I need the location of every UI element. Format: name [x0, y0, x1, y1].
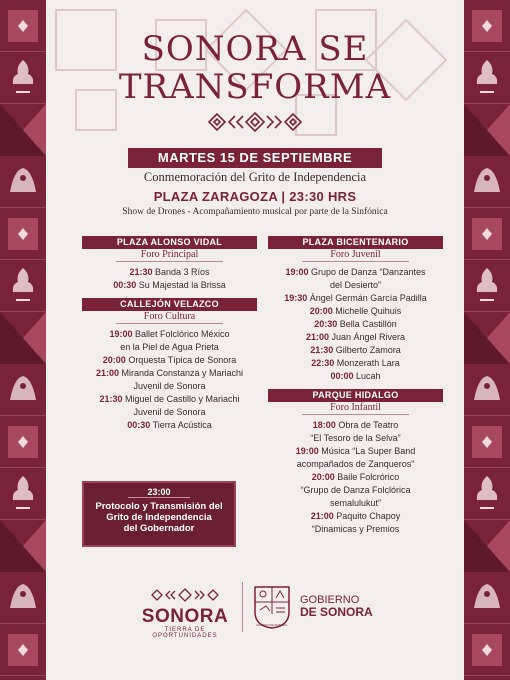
date-banner: MARTES 15 DE SEPTIEMBRE: [128, 148, 382, 168]
protocol-line-1: Protocolo y Transmisión del: [95, 501, 223, 512]
title-line-2: TRANSFORMA: [118, 67, 392, 107]
shield-caption: ESTADO DE SONORA: [256, 623, 288, 627]
main-venue: PLAZA ZARAGOZA | 23:30 HRS: [153, 189, 357, 204]
schedule-section: [82, 298, 257, 432]
schedule-item: [82, 367, 257, 380]
schedule-item: [268, 458, 443, 471]
border-tile: [464, 468, 510, 520]
border-tile: [464, 364, 510, 416]
protocol-time: 23:00: [128, 487, 190, 498]
section-forum: Foro Cultura: [116, 311, 223, 324]
item-time: 21:00: [305, 332, 329, 342]
item-time: 19:00: [109, 329, 133, 339]
state-shield-icon: [252, 584, 292, 630]
item-text: Gilberto Zamora: [335, 345, 401, 355]
schedule-item: [82, 380, 257, 393]
schedule-item: [268, 419, 443, 432]
item-time: 20:30: [314, 319, 338, 329]
item-text: del Desierto”: [329, 280, 382, 290]
schedule-item: [268, 471, 443, 484]
item-time: 21:00: [95, 368, 119, 378]
schedule-item: [268, 432, 443, 445]
item-text: Grupo de Danza “Danzantes: [310, 267, 426, 277]
item-time: 19:00: [295, 446, 319, 456]
schedule-item: [268, 445, 443, 458]
item-text: “El Tesoro de la Selva”: [310, 433, 401, 443]
schedule-item: [82, 354, 257, 367]
event-subtitle: Conmemoración del Grito de Independencia: [143, 170, 367, 184]
schedule-item: [82, 279, 257, 292]
schedule-section: [268, 389, 443, 536]
schedule-item: [268, 357, 443, 370]
item-time: 18:00: [312, 420, 336, 430]
item-text: Juvenil de Sonora: [133, 381, 206, 391]
sonora-logo: [135, 588, 235, 639]
item-time: 20:00: [311, 472, 335, 482]
right-column: [268, 236, 443, 542]
sonora-ornament-icon: [150, 588, 220, 602]
item-text: “Dinamicas y Premios: [311, 524, 400, 534]
item-time: 00:30: [113, 280, 137, 290]
item-text: Monzerath Lara: [336, 358, 400, 368]
item-text: Tierra Acústica: [152, 420, 212, 430]
item-text: Su Majestad la Brissa: [138, 280, 226, 290]
schedule-item: [268, 523, 443, 536]
item-time: 20:00: [309, 306, 333, 316]
schedule-item: [82, 419, 257, 432]
item-text: “Grupo de Danza Folclórica: [300, 485, 411, 495]
schedule-item: [268, 279, 443, 292]
footer-logos: [0, 580, 510, 640]
item-text: Ballet Folclórico México: [135, 329, 230, 339]
border-tile: [464, 260, 510, 312]
item-time: 19:00: [285, 267, 309, 277]
item-text: Miguel de Castillo y Mariachi: [125, 394, 240, 404]
schedule-item: [268, 344, 443, 357]
protocol-line-3: del Gobernador: [123, 523, 195, 534]
logo-divider: [242, 582, 243, 632]
schedule-section: [268, 236, 443, 383]
schedule-item: [268, 370, 443, 383]
schedule-item: [82, 328, 257, 341]
section-header: PLAZA BICENTENARIO: [268, 236, 443, 249]
drone-show-note: Show de Drones - Acompañamiento musical por parte de la Sinfónica: [122, 207, 388, 217]
item-text: Bella Castillón: [339, 319, 397, 329]
border-tile: [0, 416, 46, 468]
schedule-item: [82, 341, 257, 354]
sonora-logo-word: SONORA: [141, 606, 229, 627]
item-text: acompañados de Zanqueros”: [296, 459, 415, 469]
item-text: semalulukut”: [329, 498, 382, 508]
schedule-item: [268, 484, 443, 497]
item-text: Miranda Constanza y Mariachi: [121, 368, 244, 378]
protocol-box: [82, 481, 236, 547]
schedule-item: [82, 393, 257, 406]
item-time: 20:00: [102, 355, 126, 365]
item-text: Obra de Teatro: [338, 420, 399, 430]
section-forum: Foro Principal: [116, 249, 223, 262]
item-time: 21:30: [129, 267, 153, 277]
border-tile: [464, 104, 510, 156]
page-title: [0, 30, 510, 106]
schedule-item: [268, 318, 443, 331]
ornament-icon: [205, 110, 305, 134]
item-time: 21:30: [99, 394, 123, 404]
border-tile: [0, 104, 46, 156]
item-text: Paquito Chapoy: [336, 511, 401, 521]
section-forum: Foro Infantil: [302, 402, 409, 415]
gobierno-line-2: DE SONORA: [300, 605, 373, 619]
border-tile: [0, 260, 46, 312]
gobierno-logo: [300, 594, 373, 619]
protocol-line-2: Grito de Independencia: [106, 512, 212, 523]
item-time: 22:30: [311, 358, 335, 368]
item-time: 21:00: [310, 511, 334, 521]
border-tile: [464, 312, 510, 364]
item-text: Juan Ángel Rivera: [331, 332, 406, 342]
item-text: Banda 3 Ríos: [155, 267, 210, 277]
border-tile: [464, 520, 510, 572]
border-tile: [0, 312, 46, 364]
schedule-section: [82, 236, 257, 292]
schedule-item: [82, 406, 257, 419]
border-tile: [0, 468, 46, 520]
gobierno-line-1: GOBIERNO: [300, 594, 360, 606]
border-tile: [0, 520, 46, 572]
schedule-item: [268, 266, 443, 279]
title-line-1: SONORA SE: [141, 29, 369, 69]
schedule-item: [268, 331, 443, 344]
section-forum: Foro Juvenil: [302, 249, 409, 262]
item-text: Lucah: [356, 371, 381, 381]
section-header: PLAZA ALONSO VIDAL: [82, 236, 257, 249]
schedule-item: [268, 510, 443, 523]
item-time: 19:30: [284, 293, 308, 303]
schedule-item: [268, 305, 443, 318]
item-text: Baile Folcrórico: [337, 472, 400, 482]
item-time: 00:30: [127, 420, 151, 430]
item-text: Juvenil de Sonora: [133, 407, 206, 417]
border-tile: [464, 416, 510, 468]
left-column: [82, 236, 257, 438]
schedule-item: [268, 292, 443, 305]
item-text: Orquesta Típica de Sonora: [128, 355, 237, 365]
schedule-item: [82, 266, 257, 279]
item-text: Michelle Quihuis: [335, 306, 402, 316]
item-text: Música “La Super Band: [321, 446, 416, 456]
item-time: 21:30: [310, 345, 334, 355]
border-tile: [0, 364, 46, 416]
section-header: PARQUE HIDALGO: [268, 389, 443, 402]
section-header: CALLEJÓN VELAZCO: [82, 298, 257, 311]
item-time: 00:00: [330, 371, 354, 381]
schedule-item: [268, 497, 443, 510]
item-text: en la Piel de Agua Prieta: [120, 342, 219, 352]
sonora-logo-tagline: TIERRA DE OPORTUNIDADES: [152, 627, 218, 639]
item-text: Ángel Germán García Padilla: [309, 293, 427, 303]
